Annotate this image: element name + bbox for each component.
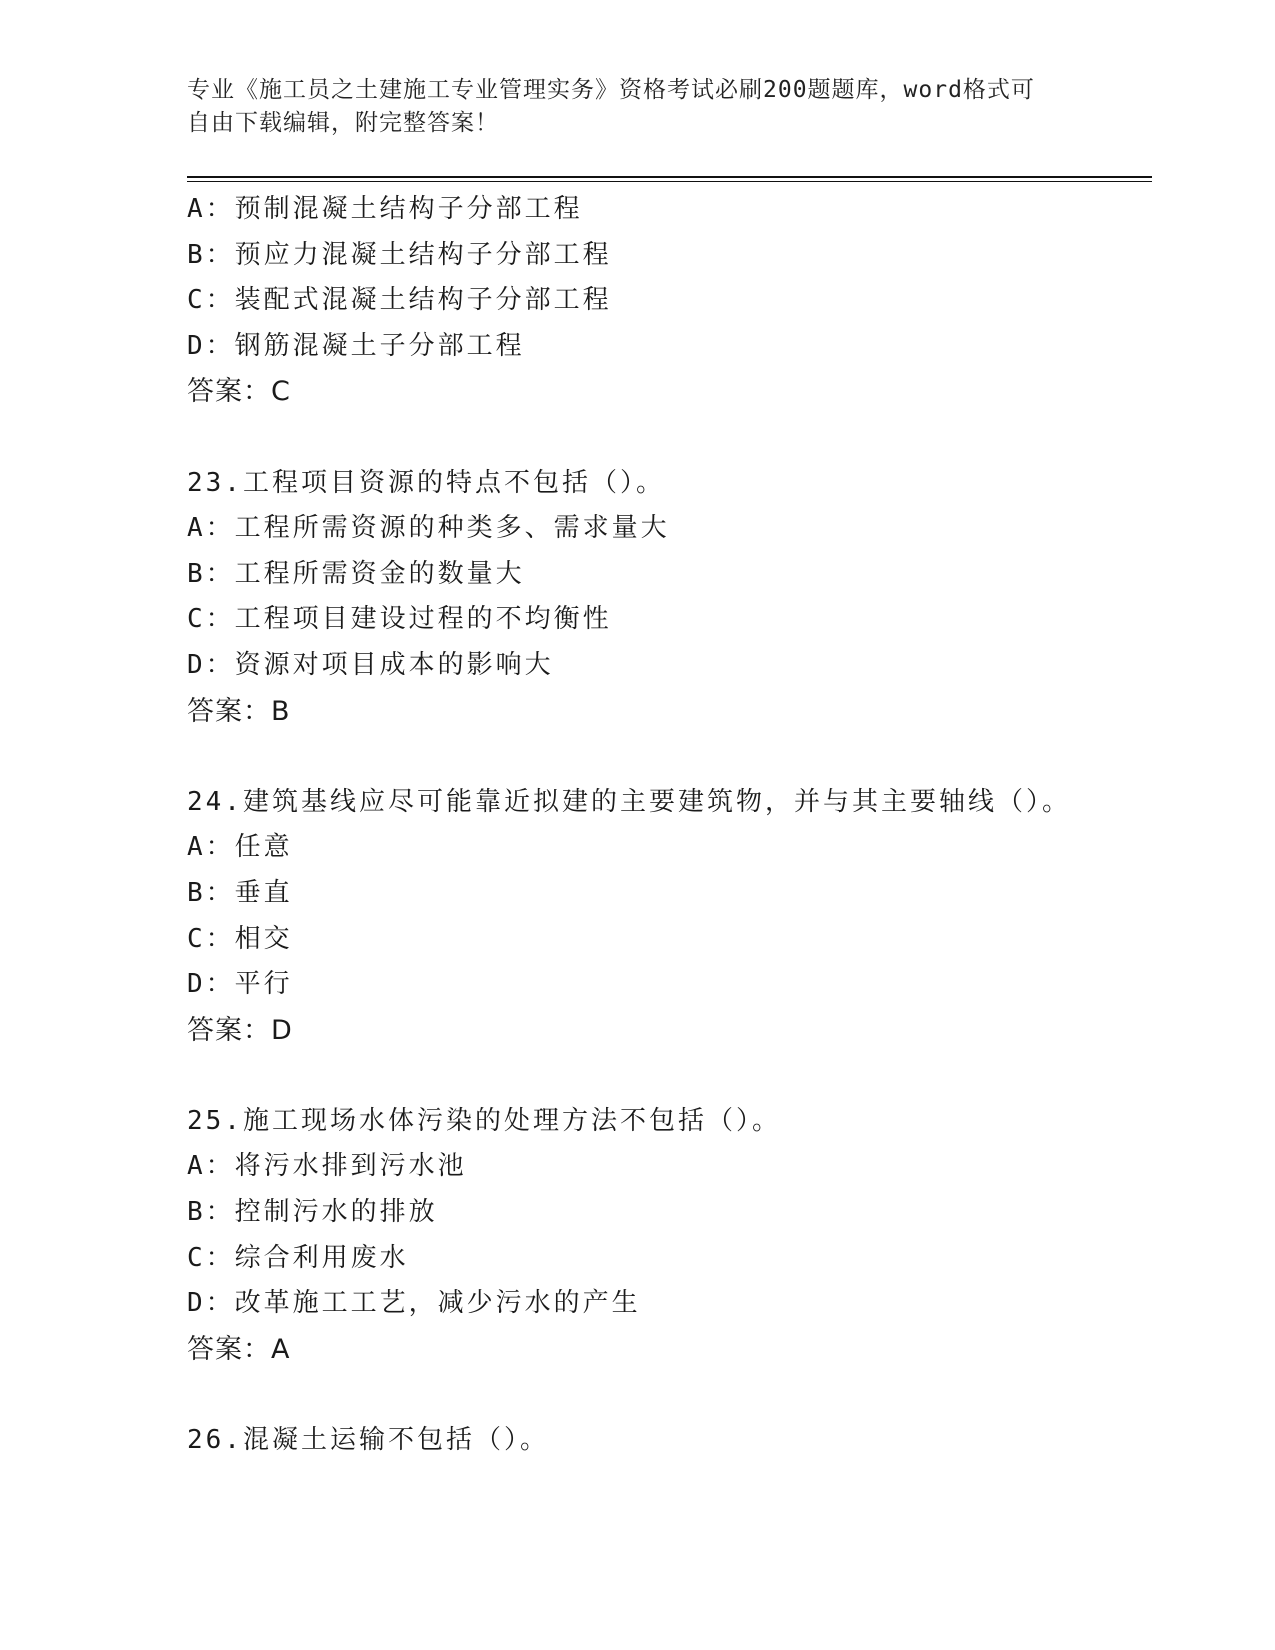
header-divider-thin — [187, 181, 1152, 182]
q23-option-d: D：资源对项目成本的影响大 — [187, 649, 554, 680]
q22-option-a: A：预制混凝土结构子分部工程 — [187, 194, 583, 224]
q26-stem: 26.混凝土运输不包括（）。 — [187, 1425, 549, 1456]
header-title-line-1: 专业《施工员之土建施工专业管理实务》资格考试必刷200题题库，word格式可 — [187, 77, 1035, 103]
q24-option-c: C：相交 — [187, 923, 293, 954]
header-divider-thick — [187, 176, 1152, 178]
q23-option-b: B：工程所需资金的数量大 — [187, 558, 525, 589]
question-23-block — [187, 461, 1147, 735]
question-list — [187, 187, 1147, 1464]
spacer — [187, 415, 1147, 461]
q25-option-c: C：综合利用废水 — [187, 1242, 409, 1273]
q25-option-d: D：改革施工工艺，减少污水的产生 — [187, 1288, 641, 1319]
q25-stem: 25.施工现场水体污染的处理方法不包括（）。 — [187, 1105, 781, 1136]
question-24-block — [187, 780, 1147, 1054]
q24-option-b: B：垂直 — [187, 877, 293, 908]
q24-option-a: A：任意 — [187, 832, 293, 863]
spacer — [187, 1053, 1147, 1099]
q22-answer: 答案：C — [187, 376, 291, 408]
q23-answer: 答案：B — [187, 695, 291, 727]
q24-answer: 答案：D — [187, 1014, 293, 1046]
q23-option-c: C：工程项目建设过程的不均衡性 — [187, 604, 612, 635]
q24-option-d: D：平行 — [187, 969, 293, 1000]
q22-option-d: D：钢筋混凝土子分部工程 — [187, 330, 525, 361]
q22-option-b: B：预应力混凝土结构子分部工程 — [187, 239, 612, 270]
q25-answer: 答案：A — [187, 1333, 291, 1365]
question-26-block — [187, 1418, 1147, 1464]
question-25-block — [187, 1099, 1147, 1373]
q23-stem: 23.工程项目资源的特点不包括（）。 — [187, 467, 665, 498]
q25-option-b: B：控制污水的排放 — [187, 1197, 438, 1228]
spacer — [187, 734, 1147, 780]
q22-option-c: C：装配式混凝土结构子分部工程 — [187, 285, 612, 316]
question-22-block — [187, 187, 1147, 415]
header-title-line-2: 自由下载编辑，附完整答案！ — [187, 110, 499, 136]
document-header — [187, 74, 1087, 140]
q24-stem: 24.建筑基线应尽可能靠近拟建的主要建筑物，并与其主要轴线（）。 — [187, 786, 1071, 817]
q23-option-a: A：工程所需资源的种类多、需求量大 — [187, 513, 670, 544]
q25-option-a: A：将污水排到污水池 — [187, 1151, 467, 1182]
spacer — [187, 1372, 1147, 1418]
